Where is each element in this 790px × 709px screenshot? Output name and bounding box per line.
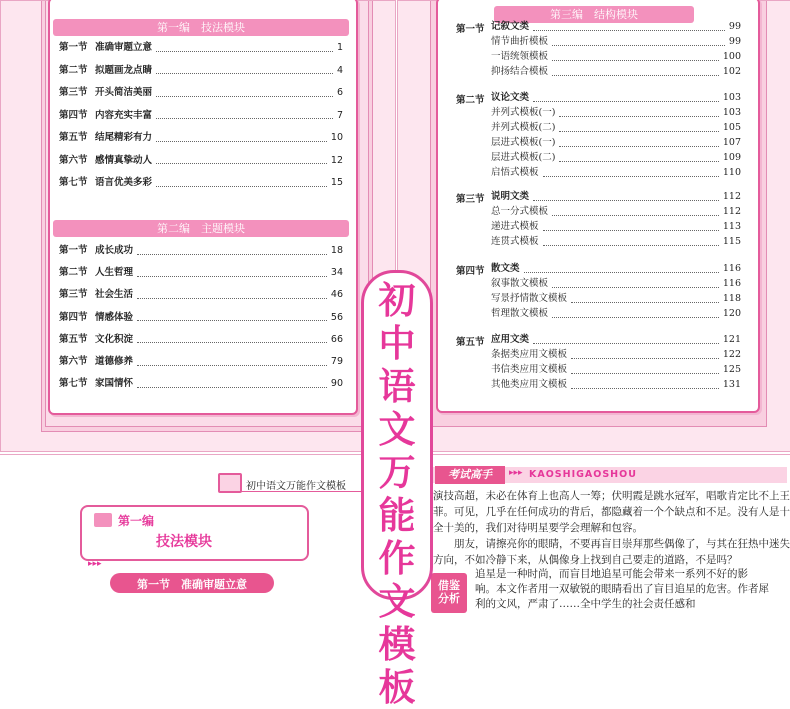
toc-entry bbox=[59, 245, 343, 257]
toc-page-number: 102 bbox=[722, 66, 741, 77]
toc-entry bbox=[491, 51, 741, 63]
toc-entry bbox=[491, 206, 741, 218]
toc-entry-title: 内容充实丰富 bbox=[95, 109, 153, 121]
toc-entry-title: 总一分式模板 bbox=[491, 206, 549, 217]
title-character: 板 bbox=[378, 666, 416, 709]
dot-leader bbox=[552, 311, 719, 318]
toc-section-number: 第一节 bbox=[59, 245, 88, 256]
toc-section-number: 第五节 bbox=[59, 132, 88, 143]
toc-page-number: 99 bbox=[728, 21, 741, 32]
toc-entry bbox=[59, 87, 343, 99]
toc-page-number: 112 bbox=[722, 191, 741, 202]
toc-entry bbox=[59, 378, 343, 390]
analysis-tag-line: 借鉴 bbox=[438, 579, 460, 592]
toc-entry-title: 情节曲折模板 bbox=[491, 36, 549, 47]
toc-entry-title: 情感体验 bbox=[95, 311, 134, 323]
toc-entry-title: 连贯式模板 bbox=[491, 236, 539, 247]
toc-entry bbox=[491, 278, 741, 290]
analysis-line: 响。本文作者用一双敏锐的眼睛看出了盲目追星的危害。作者犀 bbox=[475, 583, 769, 595]
dot-leader bbox=[552, 39, 725, 46]
dot-leader bbox=[552, 209, 719, 216]
dot-leader bbox=[156, 67, 333, 74]
toc-page-number: 110 bbox=[722, 167, 741, 178]
dot-leader bbox=[559, 110, 718, 117]
toc-section-number: 第七节 bbox=[59, 378, 88, 390]
toc-entry bbox=[59, 132, 343, 144]
body-line: 演技高超，未必在体育上也高人一筹；伏明霞是跳水冠军，唱歌肯定比不上王 bbox=[433, 490, 790, 502]
toc-page-number: 120 bbox=[722, 308, 741, 319]
toc-section-number: 第五节 bbox=[456, 337, 485, 348]
title-character: 作 bbox=[378, 537, 416, 580]
toc-entry-title: 抑扬结合模板 bbox=[491, 66, 549, 77]
toc-section-number: 第二节 bbox=[456, 95, 485, 106]
toc-entry-title: 拟题画龙点睛 bbox=[95, 64, 153, 76]
toc-section-number: 第四节 bbox=[456, 266, 485, 277]
toc-entry bbox=[59, 312, 343, 324]
toc-page-number: 107 bbox=[722, 137, 741, 148]
toc-page-number: 131 bbox=[722, 379, 741, 390]
toc-entry-title: 层进式模板(一) bbox=[491, 137, 556, 148]
analysis-tag-line: 分析 bbox=[438, 592, 460, 605]
toc-entry-title: 递进式模板 bbox=[491, 221, 539, 232]
toc-entry-title: 家国情怀 bbox=[95, 378, 134, 390]
banner-arrows-icon: ▸▸▸ bbox=[509, 468, 523, 478]
toc-entry bbox=[491, 221, 741, 233]
part-name: 技法模块 bbox=[156, 534, 212, 550]
toc-entry-title: 其他类应用文模板 bbox=[491, 379, 568, 390]
toc-section-number: 第七节 bbox=[59, 177, 88, 188]
toc-entry bbox=[491, 263, 741, 275]
toc-page-number: 100 bbox=[722, 51, 741, 62]
toc-page-number: 118 bbox=[722, 293, 741, 304]
toc-entry bbox=[491, 92, 741, 104]
toc-section-number: 第五节 bbox=[59, 333, 88, 345]
toc-entry-title: 记叙文类 bbox=[491, 21, 530, 32]
toc-page-number: 105 bbox=[722, 122, 741, 133]
toc-page-number: 4 bbox=[336, 64, 343, 76]
top-left-page bbox=[0, 0, 396, 452]
toc-page-number: 99 bbox=[728, 36, 741, 47]
dot-leader bbox=[137, 381, 327, 388]
toc-page-number: 116 bbox=[722, 263, 741, 274]
analysis-line: 追星是一种时尚，而盲目地追星可能会带来一系列不好的影 bbox=[475, 568, 748, 580]
toc-entry bbox=[491, 349, 741, 361]
toc-page-number: 103 bbox=[722, 107, 741, 118]
dot-leader bbox=[137, 359, 327, 366]
book-icon bbox=[218, 473, 242, 493]
toc-page-number: 46 bbox=[330, 289, 343, 301]
body-line: 朋友，请擦亮你的眼睛，不要再盲目崇拜那些偶像了，与其在狂热中迷失 bbox=[433, 538, 790, 550]
vertical-book-title bbox=[361, 270, 433, 709]
dot-leader bbox=[156, 45, 333, 52]
toc-page-number: 79 bbox=[330, 356, 343, 367]
toc-entry-title: 条据类应用文模板 bbox=[491, 349, 568, 360]
dot-leader bbox=[552, 54, 719, 61]
toc-section-number: 第六节 bbox=[59, 356, 88, 367]
toc-entry-title: 结尾精彩有力 bbox=[95, 132, 153, 143]
toc-section-number: 第六节 bbox=[59, 154, 88, 166]
part-heading: 第二编 主题模块 bbox=[53, 220, 349, 237]
toc-page-number: 121 bbox=[722, 334, 741, 345]
toc-entry-title: 议论文类 bbox=[491, 92, 530, 103]
toc-entry-title: 说明文类 bbox=[491, 191, 530, 202]
toc-page-number: 10 bbox=[330, 132, 343, 143]
toc-page-number: 103 bbox=[722, 92, 741, 103]
toc-entry-title: 社会生活 bbox=[95, 289, 134, 301]
toc-entry bbox=[59, 65, 343, 77]
toc-page-number: 34 bbox=[330, 267, 343, 279]
dot-leader bbox=[543, 224, 719, 231]
chevron-icon: ▸▸▸ bbox=[88, 559, 102, 569]
toc-entry bbox=[59, 110, 343, 122]
toc-entry-title: 哲理散文模板 bbox=[491, 308, 549, 319]
toc-entry bbox=[491, 107, 741, 119]
title-character: 能 bbox=[378, 494, 416, 537]
toc-page-number: 7 bbox=[336, 109, 343, 121]
toc-entry-title: 文化积淀 bbox=[95, 333, 134, 345]
open-book-icon bbox=[94, 513, 112, 527]
bottom-right-page bbox=[397, 454, 790, 610]
toc-entry bbox=[491, 334, 741, 346]
toc-entry-title: 开头简洁美丽 bbox=[95, 87, 153, 98]
toc-entry bbox=[59, 334, 343, 346]
dot-leader bbox=[543, 170, 719, 177]
toc-section-number: 第二节 bbox=[59, 64, 88, 76]
part-heading: 第三编 结构模块 bbox=[494, 6, 694, 23]
toc-entry-title: 并列式模板(二) bbox=[491, 122, 556, 133]
toc-section-number: 第三节 bbox=[59, 289, 88, 301]
dot-leader bbox=[156, 180, 327, 187]
toc-entry bbox=[491, 293, 741, 305]
analysis-tag bbox=[431, 573, 467, 613]
toc-page-number: 109 bbox=[722, 152, 741, 163]
toc-section-number: 第一节 bbox=[456, 24, 485, 35]
toc-entry-title: 感情真挚动人 bbox=[95, 154, 153, 166]
top-right-page bbox=[397, 0, 790, 452]
toc-page-number: 116 bbox=[722, 278, 741, 289]
toc-page-number: 12 bbox=[330, 154, 343, 166]
dot-leader bbox=[137, 314, 327, 321]
toc-entry bbox=[59, 155, 343, 167]
toc-entry bbox=[59, 356, 343, 368]
dot-leader bbox=[524, 266, 719, 273]
toc-page-number: 115 bbox=[722, 236, 741, 247]
dot-leader bbox=[156, 157, 327, 164]
title-character: 初 bbox=[378, 279, 416, 322]
dot-leader bbox=[571, 296, 719, 303]
toc-entry bbox=[491, 167, 741, 179]
toc-page-number: 66 bbox=[330, 333, 343, 345]
title-character: 语 bbox=[378, 365, 416, 408]
body-line: 菲。可见，几乎在任何成功的背后，都隐藏着一个个缺点和不足。没有人是十 bbox=[433, 506, 790, 518]
section-title: 第一节 准确审题立意 bbox=[137, 578, 247, 591]
toc-entry-title: 散文类 bbox=[491, 263, 520, 274]
toc-entry bbox=[491, 236, 741, 248]
bottom-left-page bbox=[0, 454, 394, 601]
dot-leader bbox=[559, 140, 718, 147]
toc-entry-title: 应用文类 bbox=[491, 334, 530, 345]
toc-entry-title: 叙事散文模板 bbox=[491, 278, 549, 289]
toc-entry bbox=[491, 152, 741, 164]
dot-leader bbox=[137, 270, 327, 277]
toc-entry bbox=[491, 21, 741, 33]
toc-entry-title: 语言优美多彩 bbox=[95, 177, 153, 188]
dot-leader bbox=[571, 352, 719, 359]
title-character: 中 bbox=[378, 322, 416, 365]
banner-pinyin: KAOSHIGAOSHOU bbox=[529, 469, 637, 480]
toc-entry-title: 人生哲理 bbox=[95, 267, 134, 279]
dot-leader bbox=[543, 239, 719, 246]
toc-page-number: 90 bbox=[330, 378, 343, 390]
toc-page-number: 18 bbox=[330, 245, 343, 256]
dot-leader bbox=[552, 69, 719, 76]
part-heading: 第一编 技法模块 bbox=[53, 19, 349, 36]
toc-entry bbox=[491, 379, 741, 391]
toc-entry-title: 准确审题立意 bbox=[95, 42, 153, 53]
toc-page-number: 122 bbox=[722, 349, 741, 360]
body-line: 全十美的，我们对待明星要学会理解和包容。 bbox=[433, 522, 643, 534]
dot-leader bbox=[571, 382, 719, 389]
toc-page-number: 112 bbox=[722, 206, 741, 217]
dot-leader bbox=[137, 292, 327, 299]
dot-leader bbox=[552, 281, 719, 288]
title-character: 万 bbox=[378, 451, 416, 494]
toc-section-number: 第四节 bbox=[59, 311, 88, 323]
dot-leader bbox=[533, 337, 719, 344]
title-character: 文 bbox=[378, 580, 416, 623]
dot-leader bbox=[533, 24, 725, 31]
toc-page-number: 56 bbox=[330, 311, 343, 323]
toc-entry-title: 写景抒情散文模板 bbox=[491, 293, 568, 304]
toc-section-number: 第四节 bbox=[59, 109, 88, 121]
dot-leader bbox=[156, 112, 333, 119]
dot-leader bbox=[533, 194, 719, 201]
toc-entry-title: 书信类应用文模板 bbox=[491, 364, 568, 375]
toc-section-number: 第三节 bbox=[59, 87, 88, 98]
dot-leader bbox=[571, 367, 719, 374]
toc-entry-title: 层进式模板(二) bbox=[491, 152, 556, 163]
toc-page-number: 113 bbox=[722, 221, 741, 232]
part-label: 第一编 bbox=[118, 514, 155, 528]
toc-section-number: 第一节 bbox=[59, 42, 88, 53]
toc-page-number: 6 bbox=[336, 87, 343, 98]
toc-page-number: 15 bbox=[330, 177, 343, 188]
dot-leader bbox=[559, 155, 718, 162]
toc-section-number: 第三节 bbox=[456, 194, 485, 205]
toc-entry bbox=[491, 122, 741, 134]
toc-entry bbox=[59, 177, 343, 189]
body-line: 方向，不如冷静下来，从偶像身上找到自己要走的道路，不是吗？ bbox=[433, 554, 738, 566]
toc-page-number: 125 bbox=[722, 364, 741, 375]
toc-entry-title: 并列式模板(一) bbox=[491, 107, 556, 118]
toc-entry bbox=[491, 36, 741, 48]
toc-entry bbox=[491, 66, 741, 78]
title-character: 文 bbox=[378, 408, 416, 451]
toc-entry-title: 启悟式模板 bbox=[491, 167, 539, 178]
toc-entry bbox=[59, 42, 343, 54]
dot-leader bbox=[559, 125, 718, 132]
title-character: 模 bbox=[378, 623, 416, 666]
dot-leader bbox=[137, 336, 327, 343]
toc-entry bbox=[491, 364, 741, 376]
toc-entry bbox=[491, 137, 741, 149]
toc-entry-title: 成长成功 bbox=[95, 245, 134, 256]
dot-leader bbox=[156, 135, 327, 142]
dot-leader bbox=[137, 248, 327, 255]
dot-leader bbox=[533, 95, 719, 102]
toc-entry bbox=[59, 267, 343, 279]
analysis-line: 利的文风，严肃了……全中学生的社会责任感和 bbox=[475, 598, 696, 610]
toc-page-number: 1 bbox=[336, 42, 343, 53]
toc-section-number: 第二节 bbox=[59, 267, 88, 279]
dot-leader bbox=[156, 90, 333, 97]
toc-entry-title: 道德修养 bbox=[95, 356, 134, 367]
toc-entry bbox=[491, 308, 741, 320]
toc-entry bbox=[491, 191, 741, 203]
toc-card bbox=[48, 0, 358, 415]
banner-tag: 考试高手 bbox=[435, 466, 505, 484]
toc-entry-title: 一语统领模板 bbox=[491, 51, 549, 62]
book-label: 初中语文万能作文模板 bbox=[246, 481, 346, 492]
toc-entry bbox=[59, 289, 343, 301]
